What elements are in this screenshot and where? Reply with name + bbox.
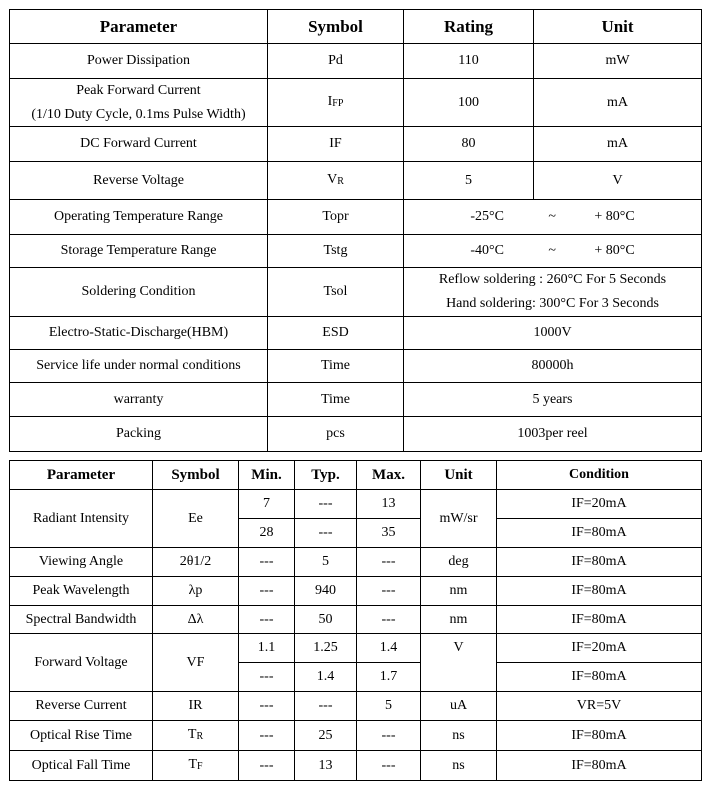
max-cell: 13 <box>357 490 421 519</box>
table-row <box>10 634 702 663</box>
param-cell <box>10 79 268 127</box>
param-cell: Electro-Static-Discharge(HBM) <box>10 317 268 350</box>
condition-cell: VR=5V <box>497 692 702 721</box>
max-cell: --- <box>357 606 421 634</box>
range-high: + 80°C <box>594 243 635 258</box>
table-row <box>10 44 702 79</box>
symbol-cell <box>268 162 404 200</box>
header-min: Min. <box>239 461 295 490</box>
symbol-subscript: F <box>197 761 203 772</box>
min-cell: --- <box>239 751 295 781</box>
unit-cell: mA <box>534 127 702 162</box>
unit-cell: nm <box>421 606 497 634</box>
header-symbol: Symbol <box>268 10 404 44</box>
param-cell: Storage Temperature Range <box>10 235 268 268</box>
symbol-cell: IF <box>268 127 404 162</box>
condition-cell: IF=20mA <box>497 634 702 663</box>
condition-cell: IF=20mA <box>497 490 702 519</box>
rating-cell: 110 <box>404 44 534 79</box>
min-cell: --- <box>239 692 295 721</box>
table-row <box>10 200 702 235</box>
typ-cell: 940 <box>295 577 357 606</box>
unit-cell: deg <box>421 548 497 577</box>
unit-cell: mA <box>534 79 702 127</box>
range-high: + 80°C <box>594 209 635 224</box>
table-row <box>10 317 702 350</box>
value-cell: 1000V <box>404 317 702 350</box>
unit-cell: mW <box>534 44 702 79</box>
table-header-row <box>10 10 702 44</box>
table-row <box>10 383 702 417</box>
symbol-cell: Tstg <box>268 235 404 268</box>
max-cell: 1.7 <box>357 663 421 692</box>
max-cell: --- <box>357 721 421 751</box>
symbol-subscript: R <box>337 176 344 187</box>
table-row <box>10 79 702 127</box>
param-cell: Optical Rise Time <box>10 721 153 751</box>
symbol-cell: ESD <box>268 317 404 350</box>
symbol-cell <box>153 721 239 751</box>
header-max: Max. <box>357 461 421 490</box>
max-cell: 35 <box>357 519 421 548</box>
param-cell: Optical Fall Time <box>10 751 153 781</box>
table-row <box>10 490 702 519</box>
typ-cell: 50 <box>295 606 357 634</box>
range-separator: ~ <box>548 209 556 224</box>
value-cell: 5 years <box>404 383 702 417</box>
header-rating: Rating <box>404 10 534 44</box>
max-cell: --- <box>357 751 421 781</box>
rating-cell: 80 <box>404 127 534 162</box>
soldering-line-1: Reflow soldering : 260°C For 5 Seconds <box>438 272 667 287</box>
max-cell: 5 <box>357 692 421 721</box>
typ-cell: 13 <box>295 751 357 781</box>
header-condition: Condition <box>497 461 702 490</box>
unit-cell: uA <box>421 692 497 721</box>
max-cell: --- <box>357 577 421 606</box>
header-unit: Unit <box>421 461 497 490</box>
value-cell: 1003per reel <box>404 417 702 452</box>
soldering-line-2: Hand soldering: 300°C For 3 Seconds <box>446 296 659 311</box>
min-cell: --- <box>239 577 295 606</box>
temperature-range-cell <box>404 235 702 268</box>
unit-cell: ns <box>421 721 497 751</box>
param-cell: warranty <box>10 383 268 417</box>
symbol-cell: Δλ <box>153 606 239 634</box>
condition-cell: IF=80mA <box>497 663 702 692</box>
condition-cell: IF=80mA <box>497 751 702 781</box>
table-row <box>10 721 702 751</box>
min-cell: --- <box>239 721 295 751</box>
table-row <box>10 548 702 577</box>
unit-cell-empty <box>421 663 497 692</box>
typ-cell: 1.25 <box>295 634 357 663</box>
param-cell: Peak Wavelength <box>10 577 153 606</box>
symbol-subscript: R <box>196 731 204 742</box>
condition-cell: IF=80mA <box>497 577 702 606</box>
max-cell: 1.4 <box>357 634 421 663</box>
param-cell: DC Forward Current <box>10 127 268 162</box>
value-cell: 80000h <box>404 350 702 383</box>
min-cell: 28 <box>239 519 295 548</box>
param-cell: Spectral Bandwidth <box>10 606 153 634</box>
param-line-2: (1/10 Duty Cycle, 0.1ms Pulse Width) <box>31 106 246 122</box>
min-cell: --- <box>239 548 295 577</box>
param-cell: Service life under normal conditions <box>10 350 268 383</box>
condition-cell: IF=80mA <box>497 606 702 634</box>
temperature-range-cell <box>404 200 702 235</box>
table-row <box>10 268 702 317</box>
param-cell: Forward Voltage <box>10 634 153 692</box>
range-low: -40°C <box>470 243 504 258</box>
typ-cell: 5 <box>295 548 357 577</box>
unit-cell: nm <box>421 577 497 606</box>
electro-optical-table <box>9 460 702 781</box>
symbol-cell: λp <box>153 577 239 606</box>
param-cell: Operating Temperature Range <box>10 200 268 235</box>
symbol-cell: VF <box>153 634 239 692</box>
range-low: -25°C <box>470 209 504 224</box>
typ-cell: --- <box>295 490 357 519</box>
param-cell: Radiant Intensity <box>10 490 153 548</box>
symbol-cell: Pd <box>268 44 404 79</box>
unit-cell: V <box>421 634 497 663</box>
symbol-cell: Ee <box>153 490 239 548</box>
param-cell: Soldering Condition <box>10 268 268 317</box>
unit-cell: ns <box>421 751 497 781</box>
range-separator: ~ <box>548 243 556 258</box>
header-parameter: Parameter <box>10 10 268 44</box>
symbol-cell: IR <box>153 692 239 721</box>
rating-cell: 5 <box>404 162 534 200</box>
param-cell: Packing <box>10 417 268 452</box>
symbol-cell <box>268 79 404 127</box>
min-cell: --- <box>239 606 295 634</box>
symbol-base: T <box>188 757 197 772</box>
soldering-condition-cell <box>404 268 702 317</box>
typ-cell: 1.4 <box>295 663 357 692</box>
table-row <box>10 751 702 781</box>
max-cell: --- <box>357 548 421 577</box>
table-row <box>10 692 702 721</box>
table-header-row <box>10 461 702 490</box>
table-row <box>10 417 702 452</box>
table-row <box>10 162 702 200</box>
symbol-base: I <box>327 94 333 109</box>
param-cell: Reverse Voltage <box>10 162 268 200</box>
typ-cell: --- <box>295 519 357 548</box>
condition-cell: IF=80mA <box>497 519 702 548</box>
condition-cell: IF=80mA <box>497 548 702 577</box>
min-cell: --- <box>239 663 295 692</box>
param-cell: Viewing Angle <box>10 548 153 577</box>
symbol-cell: Tsol <box>268 268 404 317</box>
unit-cell: V <box>534 162 702 200</box>
param-line-1: Peak Forward Current <box>76 82 201 98</box>
table-row <box>10 350 702 383</box>
symbol-subscript: FP <box>332 98 344 109</box>
symbol-cell: Time <box>268 383 404 417</box>
condition-cell: IF=80mA <box>497 721 702 751</box>
min-cell: 7 <box>239 490 295 519</box>
table-row <box>10 127 702 162</box>
symbol-cell <box>153 751 239 781</box>
header-parameter: Parameter <box>10 461 153 490</box>
symbol-cell: 2θ1/2 <box>153 548 239 577</box>
typ-cell: 25 <box>295 721 357 751</box>
symbol-base: T <box>187 727 197 742</box>
symbol-cell: Time <box>268 350 404 383</box>
symbol-cell: pcs <box>268 417 404 452</box>
table-row <box>10 606 702 634</box>
rating-cell: 100 <box>404 79 534 127</box>
absolute-max-ratings-table <box>9 9 702 452</box>
min-cell: 1.1 <box>239 634 295 663</box>
unit-cell: mW/sr <box>421 490 497 548</box>
header-unit: Unit <box>534 10 702 44</box>
typ-cell: --- <box>295 692 357 721</box>
param-cell: Reverse Current <box>10 692 153 721</box>
header-typ: Typ. <box>295 461 357 490</box>
table-row <box>10 235 702 268</box>
param-cell: Power Dissipation <box>10 44 268 79</box>
table-row <box>10 577 702 606</box>
symbol-cell: Topr <box>268 200 404 235</box>
symbol-base: V <box>327 172 338 187</box>
header-symbol: Symbol <box>153 461 239 490</box>
